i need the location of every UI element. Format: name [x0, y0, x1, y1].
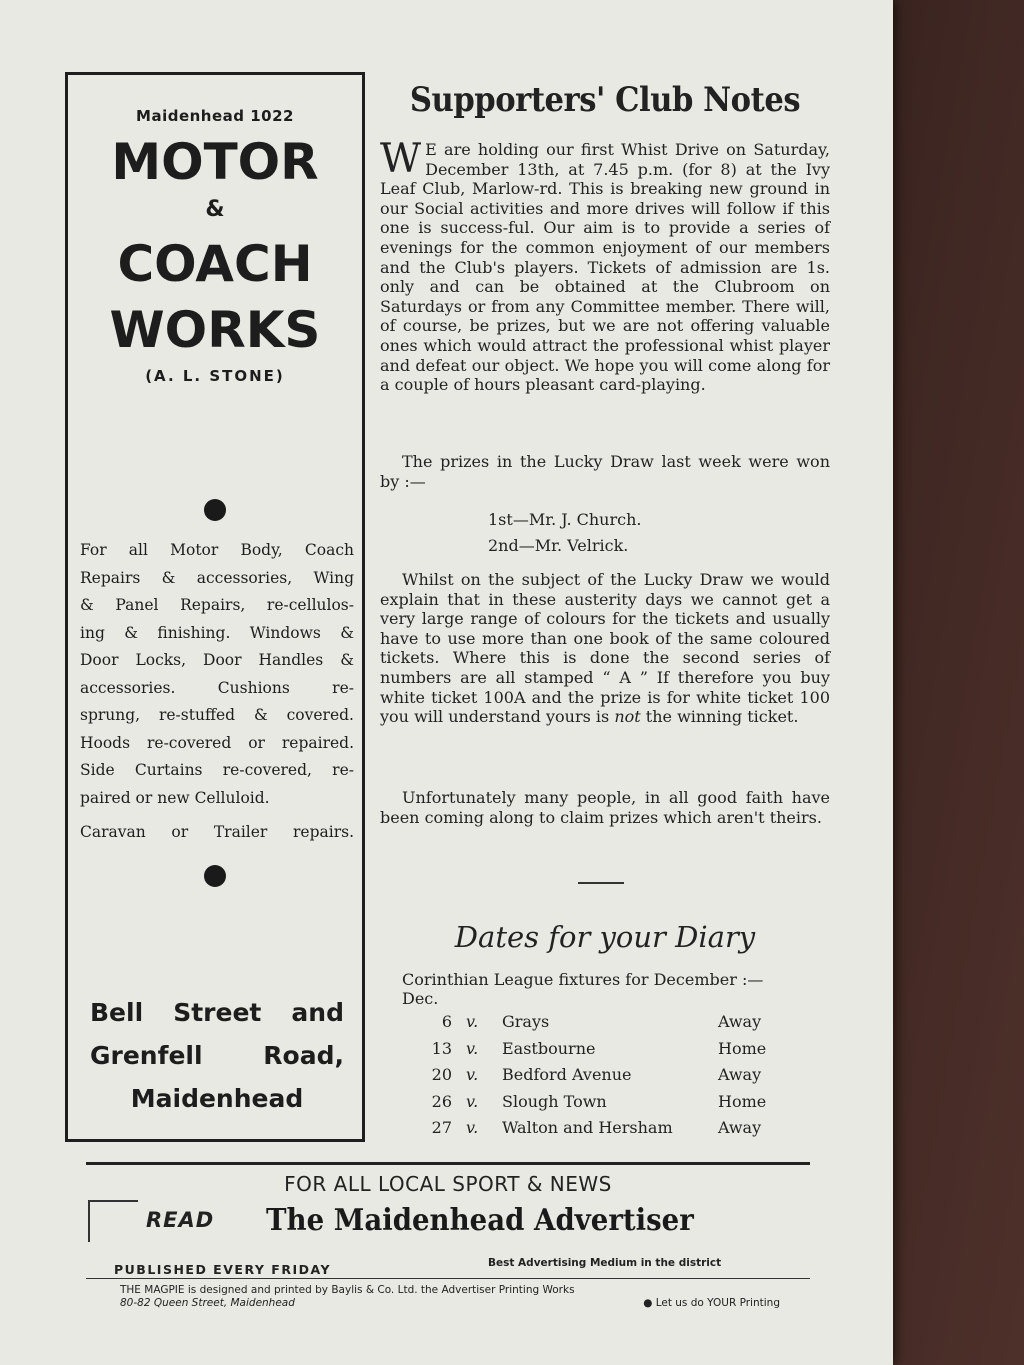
footer-rule — [86, 1162, 810, 1165]
fixture-versus: v. — [466, 1091, 479, 1111]
fixture-opponent: Slough Town — [502, 1091, 607, 1111]
imprint-slogan: ● Let us do YOUR Printing — [643, 1297, 780, 1309]
footer-bracket — [88, 1200, 138, 1242]
service-line: For all Motor Body, Coach — [80, 541, 354, 559]
address-line: Maidenhead — [130, 1084, 304, 1113]
service-line: paired or new Celluloid. — [80, 788, 270, 807]
winner-second: 2nd—Mr. Velrick. — [488, 536, 629, 555]
fixture-opponent: Grays — [502, 1012, 550, 1031]
paragraph-text: the winning ticket. — [640, 707, 799, 727]
fixtures-month: Dec. — [402, 989, 439, 1008]
fixture-venue: Home — [718, 1038, 767, 1058]
address-line: Grenfell Road, — [90, 1041, 344, 1070]
fixture-date: 20 — [431, 1065, 452, 1084]
bullet-dot-icon — [204, 865, 226, 887]
advert-line-coach: COACH — [117, 235, 313, 293]
service-line: Side Curtains re-covered, re- — [80, 761, 354, 779]
imprint-line-row — [120, 1297, 780, 1310]
paragraph-lucky-draw: The prizes in the Lucky Draw last week were won by :— — [380, 452, 830, 491]
section-divider — [578, 882, 624, 884]
footer-rule-thin — [86, 1278, 810, 1279]
service-line: & Panel Repairs, re-cellulos- — [80, 596, 354, 614]
paragraph-whist-drive — [380, 136, 830, 395]
emphasis-text: not — [614, 707, 641, 727]
winner-first: 1st—Mr. J. Church. — [488, 510, 642, 529]
advert-line-motor: MOTOR — [111, 133, 319, 191]
fixture-date: 27 — [431, 1118, 452, 1137]
fixtures-heading: Corinthian League fixtures for December :— — [402, 970, 764, 989]
fixture-date: 26 — [431, 1091, 452, 1111]
fixture-row — [402, 1118, 822, 1145]
paragraph-tickets — [380, 570, 830, 727]
fixtures-list — [402, 1012, 822, 1145]
imprint-address: 80-82 Queen Street, Maidenhead — [120, 1297, 295, 1309]
service-line: sprung, re-stuffed & covered. — [80, 706, 354, 724]
advert-address — [90, 991, 344, 1120]
paragraph-text: E are holding our first Whist Drive on Saturday, December 13th, at 7.45 p.m. (for 8) at the Ivy Leaf Club, Marlow-rd. This is breaking new ground in our Social activities and more drives will follow if this one is success-ful. Our aim is to provide a series of evenings for the common enjoyment of our members and the Club's players. Tickets of admission are 1s. only and can be obtained at the Clubroom on Saturdays or from any Committee member. There will, of course, be prizes, but we are not offering valuable ones which would attract the professional whist player and defeat our object. We hope you will come along for a couple of hours pleasant card-playing. — [380, 140, 830, 395]
fixture-venue: Away — [718, 1065, 762, 1084]
footer-published: PUBLISHED EVERY FRIDAY — [114, 1262, 332, 1277]
advert-caravan: Caravan or Trailer repairs. — [80, 823, 354, 841]
drop-cap: W — [380, 136, 422, 182]
newspaper-masthead: The Maidenhead Advertiser — [266, 1203, 694, 1238]
service-line: Repairs & accessories, Wing — [80, 568, 354, 587]
imprint-line: THE MAGPIE is designed and printed by Baylis & Co. Ltd. the Advertiser Printing Works — [120, 1284, 575, 1296]
fixture-venue: Away — [718, 1118, 762, 1137]
fixture-opponent: Bedford Avenue — [502, 1065, 632, 1084]
fixture-venue: Home — [718, 1091, 767, 1111]
fixture-date: 13 — [431, 1038, 452, 1058]
fixture-date: 6 — [441, 1012, 452, 1031]
footer-read: READ — [146, 1208, 215, 1232]
fixture-versus: v. — [466, 1065, 479, 1084]
diary-title: Dates for your Diary — [454, 920, 756, 954]
paragraph-text: Whilst on the subject of the Lucky Draw we would explain that in these austerity days we cannot get a very large range of colours for the tickets and usually have to use more than one book of the same coloured tickets. Where this is done the second series of numbers are all stamped “ A ” If therefore you buy white ticket 100A and the prize is for white ticket 100 you will understand yours is — [380, 570, 830, 727]
advert-phone: Maidenhead 1022 — [136, 107, 294, 125]
advert-ampersand: & — [205, 197, 225, 222]
fixture-versus: v. — [466, 1012, 479, 1031]
advert-owner: (A. L. STONE) — [145, 367, 285, 385]
fixture-row — [402, 1039, 822, 1066]
fixture-row — [402, 1065, 822, 1092]
fixture-row — [402, 1012, 822, 1039]
notes-title: Supporters' Club Notes — [409, 80, 801, 120]
advert-services — [80, 537, 354, 812]
fixture-versus: v. — [466, 1038, 479, 1058]
fixture-venue: Away — [718, 1012, 762, 1031]
bullet-dot-icon — [204, 499, 226, 521]
service-line: Door Locks, Door Handles & — [80, 651, 354, 669]
service-line: accessories. Cushions re- — [80, 678, 354, 697]
footer-sport-news: FOR ALL LOCAL SPORT & NEWS — [284, 1172, 612, 1196]
address-line: Bell Street and — [90, 998, 344, 1027]
fixture-row — [402, 1092, 822, 1119]
fixture-versus: v. — [466, 1118, 479, 1137]
service-line: Hoods re-covered or repaired. — [80, 733, 354, 752]
fixture-opponent: Eastbourne — [502, 1038, 596, 1058]
fixture-opponent: Walton and Hersham — [502, 1118, 673, 1137]
footer-best-advertising: Best Advertising Medium in the district — [488, 1257, 722, 1269]
paragraph-prizes-claims: Unfortunately many people, in all good faith have been coming along to claim prizes which aren't theirs. — [380, 788, 830, 827]
advert-line-works: WORKS — [109, 301, 321, 359]
motor-coach-advert — [65, 72, 365, 1142]
fixtures-intro — [402, 970, 832, 1008]
service-line: ing & finishing. Windows & — [80, 623, 354, 642]
printer-imprint — [120, 1284, 780, 1310]
